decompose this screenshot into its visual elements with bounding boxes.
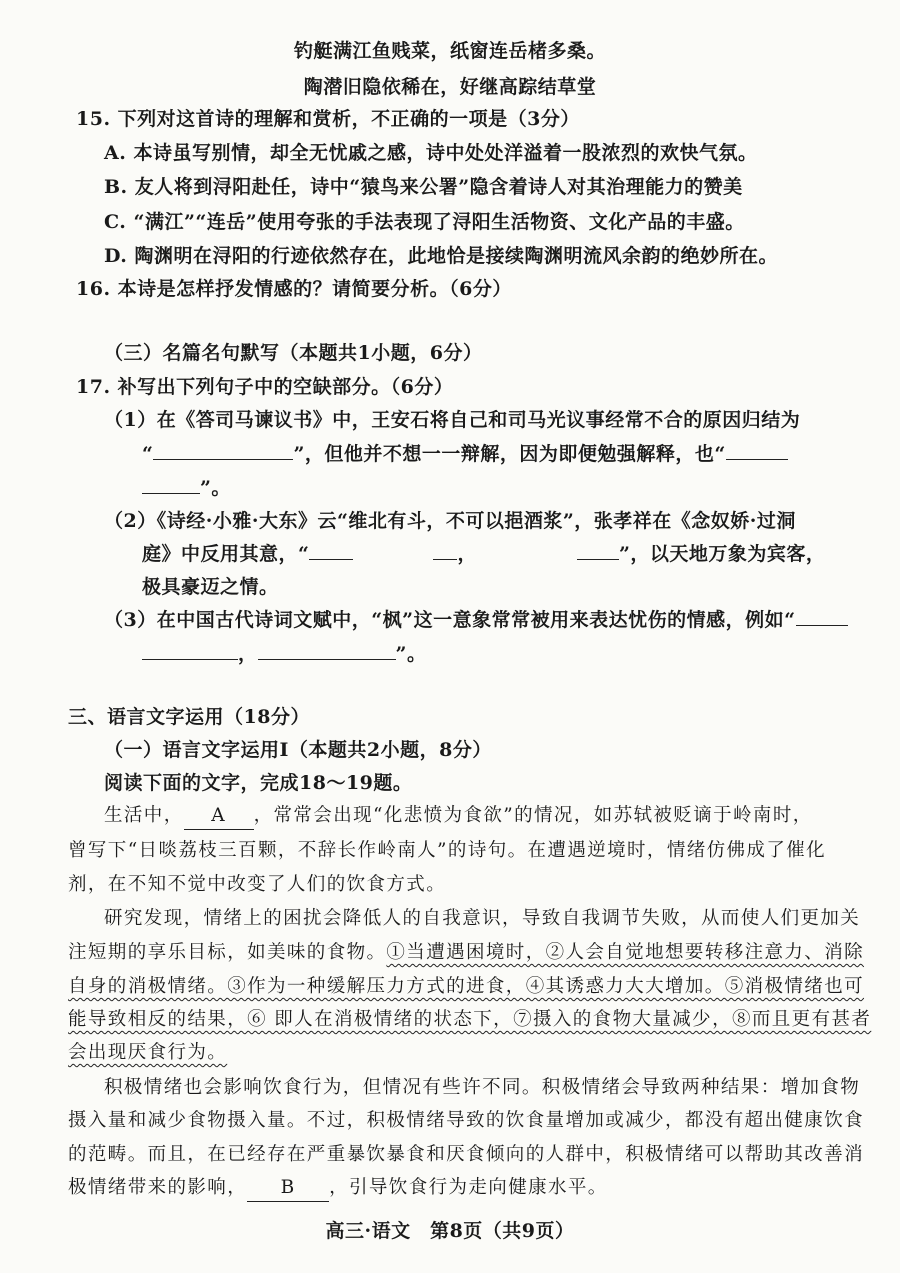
q15-option-b: B. 友人将到浔阳赴任，诗中“猿鸟来公署”隐含着诗人对其治理能力的赞美 [104, 176, 743, 198]
passage-p2-line3 [68, 974, 864, 1000]
q17-p2-comma: ， [457, 543, 477, 565]
q15-option-c: C. “满江”“连岳”使用夸张的手法表现了浔阳生活物资、文化产品的丰盛。 [104, 211, 745, 233]
q17-p2-line3: 极具豪迈之情。 [142, 576, 279, 598]
q17-p3-comma: ， [238, 643, 258, 665]
q17-blank-4[interactable] [577, 541, 619, 560]
q17-blank-1[interactable] [153, 441, 293, 460]
passage-p2-line4 [68, 1007, 871, 1033]
blank-b[interactable]: B [247, 1175, 329, 1202]
q17-p2-line2 [142, 541, 825, 567]
q17-blank-5a[interactable] [796, 607, 848, 626]
q17-p2-line1: （2）《诗经·小雅·大东》云“维北有斗，不可以挹酒浆”，张孝祥在《念奴娇·过洞 [104, 510, 796, 532]
passage-p3-start: 极情绪带来的影响， [68, 1177, 248, 1198]
q17-p3-line2 [142, 641, 426, 667]
q17-p1-line2 [142, 441, 788, 467]
passage-p3-line4 [68, 1175, 608, 1202]
q17-p2-intro: 庭》中反用其意，“ [142, 543, 310, 565]
q17-blank-2b[interactable] [142, 475, 200, 494]
passage-p3-line2: 摄入量和减少食物摄入量。不过，积极情绪导致的饮食量增加或减少，都没有超出健康饮食 [68, 1110, 865, 1131]
q17-p1-line1: （1）在《答司马谏议书》中，王安石将自己和司马光议事经常不合的原因归结为 [104, 409, 801, 431]
section-3-title: （三）名篇名句默写（本题共1小题，6分） [104, 342, 483, 364]
q17-blank-5b[interactable] [142, 641, 238, 660]
q17-p1-middle: ”，但他并不想一一辩解，因为即便勉强解释，也“ [293, 443, 726, 465]
passage-p1-line1 [104, 803, 813, 830]
blank-a[interactable]: A [184, 803, 254, 830]
passage-p1-line3: 剂，在不知不觉中改变了人们的饮食方式。 [68, 874, 447, 895]
passage-p2-line1: 研究发现，情绪上的困扰会降低人的自我意识，导致自我调节失败，从而使人们更加关 [104, 908, 861, 929]
q15-option-d: D. 陶渊明在浔阳的行迹依然存在，此地恰是接续陶渊明流风余韵的绝妙所在。 [104, 245, 779, 267]
q17-p1-close: ”。 [200, 477, 231, 499]
passage-p2-line5 [68, 1040, 227, 1066]
q17-p2-tail: ”，以天地万象为宾客， [618, 543, 826, 565]
passage-p2-line2 [68, 940, 864, 966]
q16-stem: 16. 本诗是怎样抒发情感的？请简要分析。（6分） [76, 278, 512, 300]
q17-p3-text: （3）在中国古代诗词文赋中，“枫”这一意象常常被用来表达忧伤的情感，例如“ [104, 609, 796, 631]
part-3-subtitle: （一）语言文字运用Ⅰ（本题共2小题，8分） [104, 739, 492, 761]
q15-option-a: A. 本诗虽写别情，却全无忧戚之感，诗中处处洋溢着一股浓烈的欢快气氛。 [104, 142, 758, 164]
poem-line-1: 钓艇满江鱼贱菜，纸窗连岳楮多桑。 [293, 40, 606, 62]
part-3-title: 三、语言文字运用（18分） [68, 706, 310, 728]
page-footer: 高三·语文 第8页（共9页） [325, 1220, 575, 1242]
passage-p2-wavy-2: 自身的消极情绪。③作为一种缓解压力方式的进食，④其诱惑力大大增加。⑤消极情绪也可 [68, 976, 865, 997]
q17-blank-6[interactable] [258, 641, 396, 660]
passage-p2-wavy-4: 会出现厌食行为。 [68, 1042, 228, 1063]
passage-p1-line2: 曾写下“日啖荔枝三百颗，不辞长作岭南人”的诗句。在遭遇逆境时，情绪仿佛成了催化 [68, 840, 827, 861]
passage-p3-line1: 积极情绪也会影响饮食行为，但情况有些许不同。积极情绪会导致两种结果：增加食物 [104, 1077, 861, 1098]
poem-line-2: 陶潜旧隐依稀在，好继高踪结草堂 [303, 76, 597, 98]
passage-p2-wavy-3: 能导致相反的结果，⑥ 即人在消极情绪的状态下，⑦摄入的食物大量减少，⑧而且更有甚者 [68, 1009, 872, 1030]
passage-p2-start: 注短期的享乐目标，如美味的食物。 [68, 942, 387, 963]
q17-blank-2a[interactable] [726, 441, 788, 460]
q17-blank-3a[interactable] [309, 541, 353, 560]
q17-stem: 17. 补写出下列句子中的空缺部分。（6分） [76, 376, 454, 398]
q17-p1-open-quote: “ [142, 443, 154, 465]
passage-p1-rest: ，常常会出现“化悲愤为食欲”的情况，如苏轼被贬谪于岭南时， [253, 805, 813, 826]
q15-stem: 15. 下列对这首诗的理解和赏析，不正确的一项是（3分） [76, 108, 580, 130]
passage-p3-rest: ，引导饮食行为走向健康水平。 [329, 1177, 608, 1198]
part-3-intro: 阅读下面的文字，完成18～19题。 [104, 772, 413, 794]
passage-p3-line3: 的范畴。而且，在已经存在严重暴饮暴食和厌食倾向的人群中，积极情绪可以帮助其改善消 [68, 1144, 865, 1165]
q17-blank-3b[interactable] [433, 541, 457, 560]
q17-p3-line1 [104, 607, 848, 633]
passage-p2-wavy-1: ①当遭遇困境时，②人会自觉地想要转移注意力、消除 [386, 942, 865, 963]
q17-p3-close: ”。 [395, 643, 427, 665]
q17-p1-line3 [142, 475, 231, 501]
passage-p1-start: 生活中， [104, 805, 184, 826]
